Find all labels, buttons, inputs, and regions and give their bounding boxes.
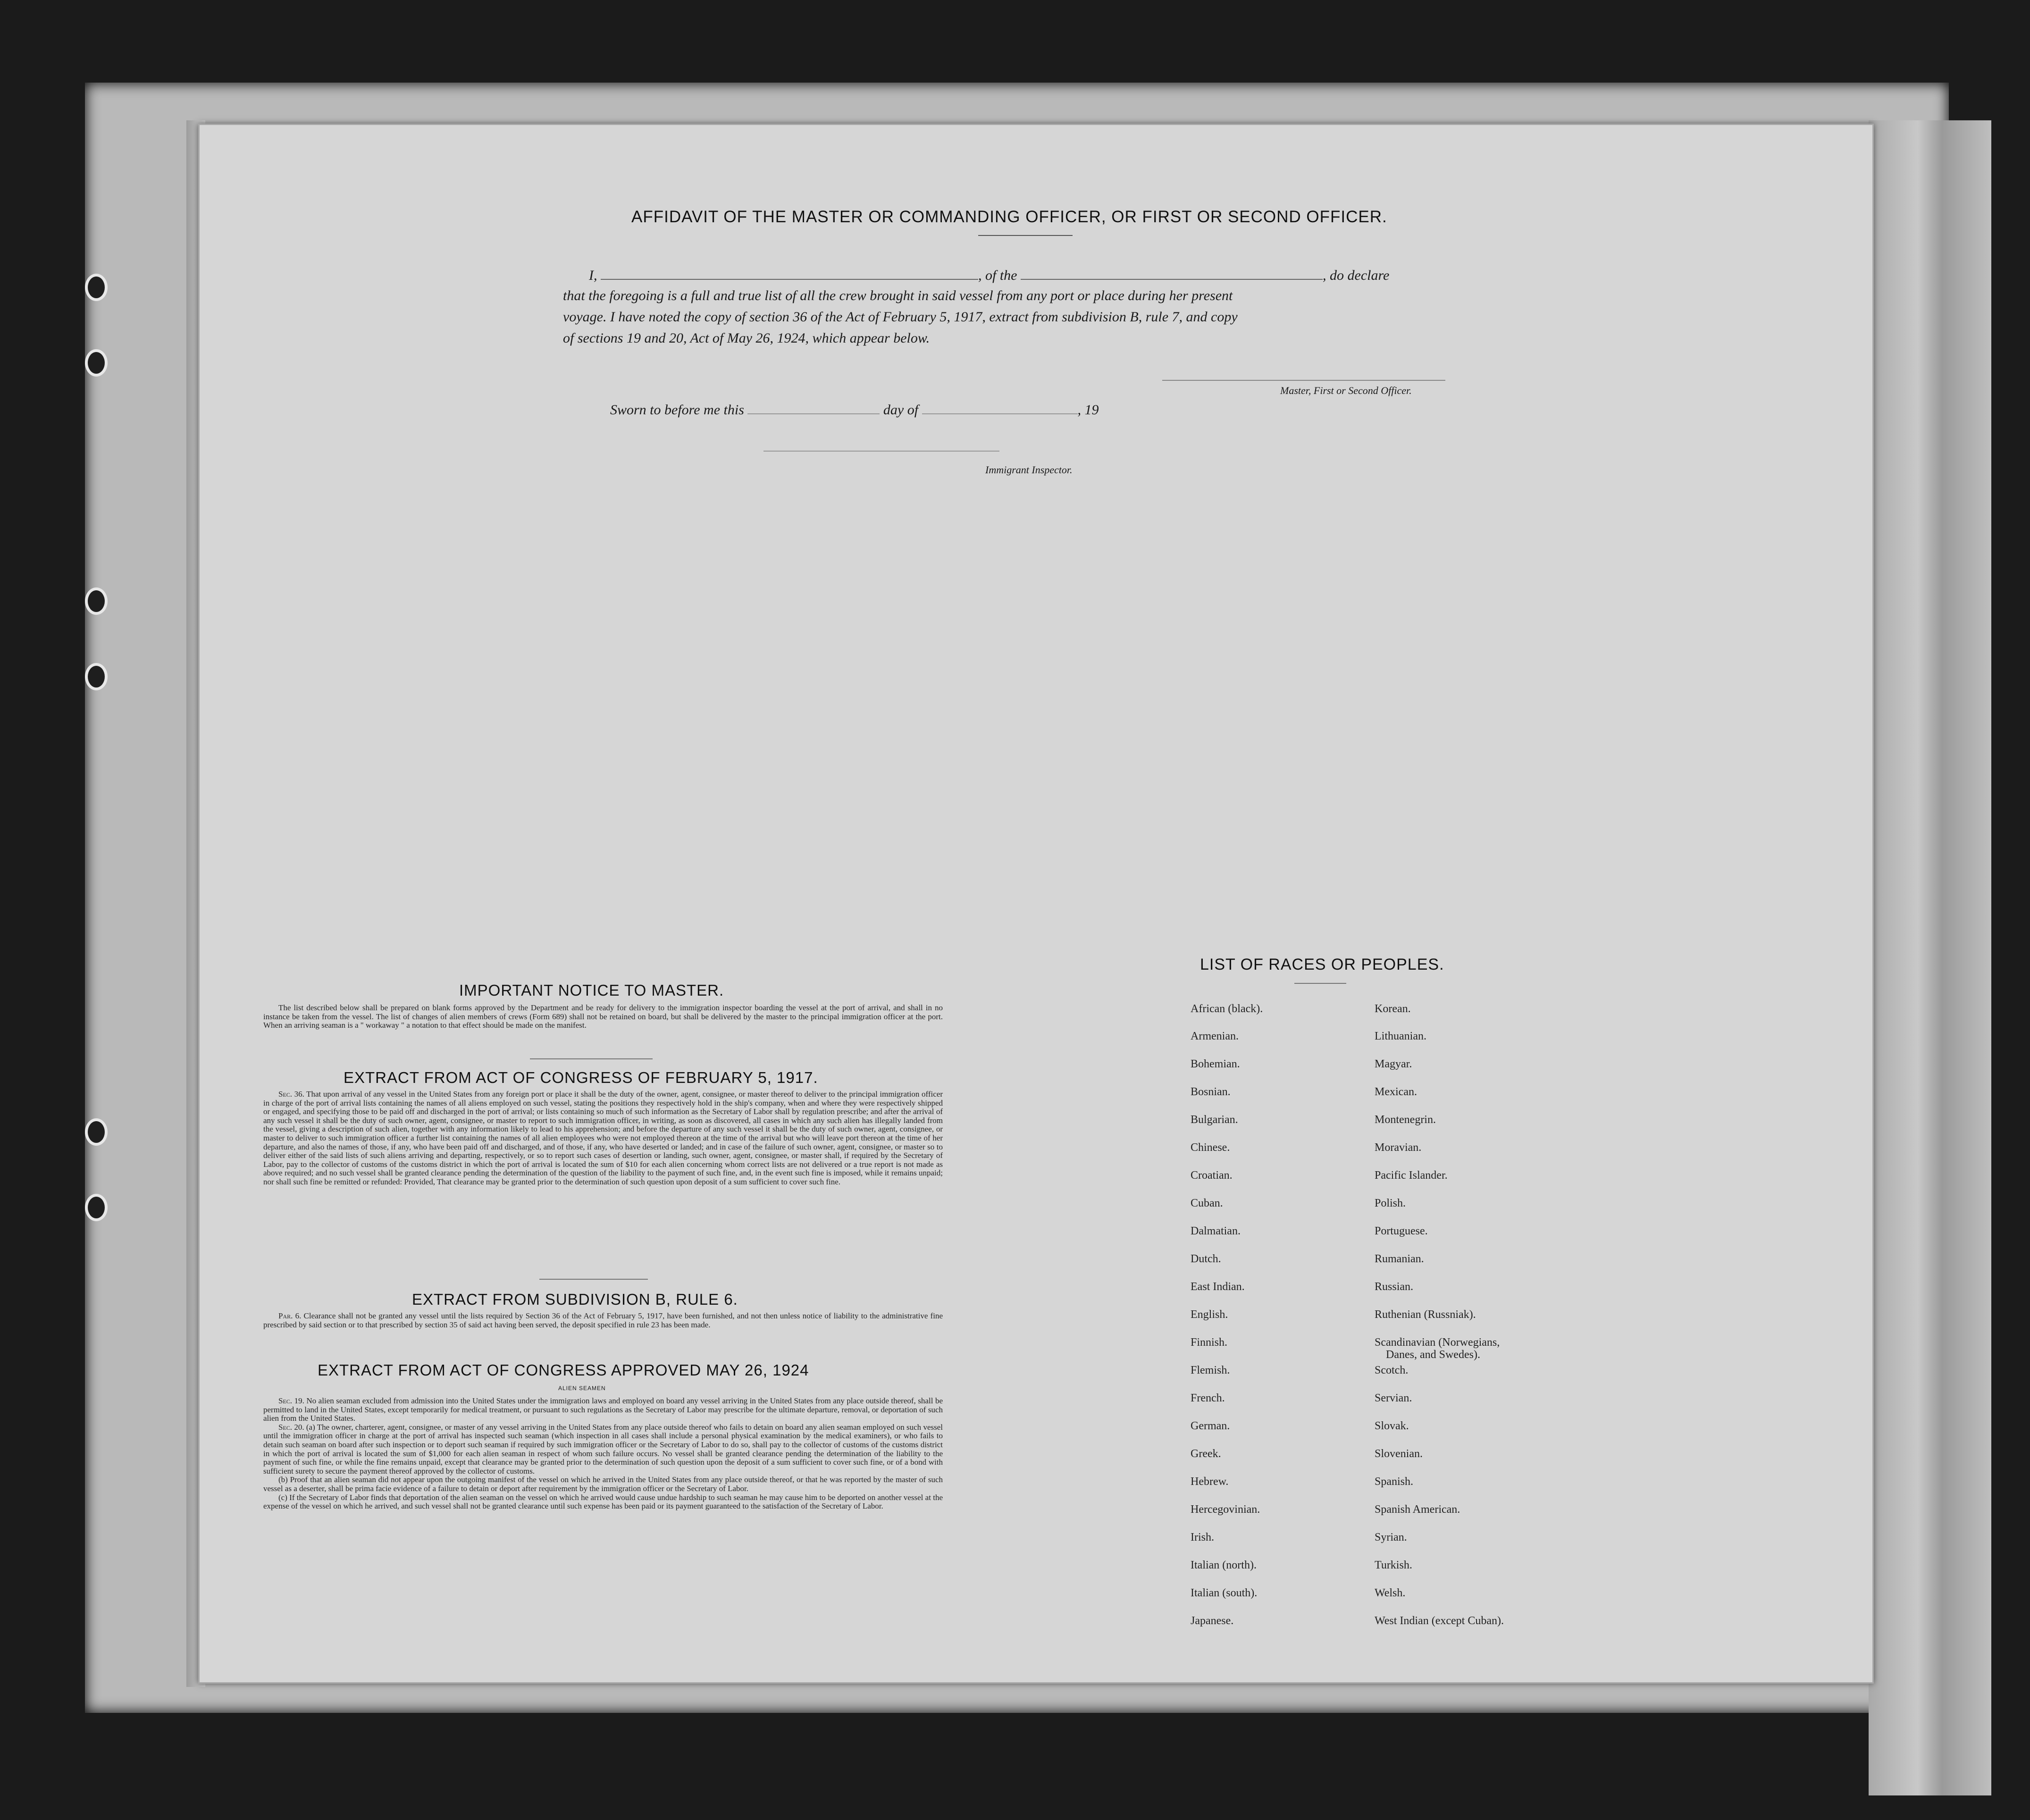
race-item: Scotch. [1375,1364,1409,1376]
section-20b-paragraph: (b) Proof that an alien seaman did not appear upon the outgoing manifest of the vessel on which he arrived in the United States from any place outside thereof, or that he was reported by the master of such vessel as a deserter, shall be prima facie evidence of a failure to detain or deport after requirement by the immigration officer or the Secretary of Labor. [263,1475,943,1493]
day-of-label: day of [883,402,919,418]
race-item: Syrian. [1375,1531,1407,1543]
race-item: Bulgarian. [1191,1114,1238,1126]
race-item: Korean. [1375,1003,1411,1015]
races-title: LIST OF RACES OR PEOPLES. [1200,956,1444,973]
race-item: Polish. [1375,1197,1406,1209]
i-label: I, [589,268,597,283]
par-6-label: Par. 6. [278,1311,302,1320]
race-item: Spanish American. [1375,1503,1460,1516]
race-item: English. [1191,1308,1228,1321]
inspector-signature-line[interactable] [763,451,999,452]
affidavit-title: AFFIDAVIT OF THE MASTER OR COMMANDING OFFICER, OR FIRST OR SECOND OFFICER. [631,208,1387,226]
binder-hole [85,274,108,301]
alien-seamen-subtitle: ALIEN SEAMEN [558,1385,606,1392]
section-36-label: Sec. 36. [278,1090,304,1099]
race-item: Slovenian. [1375,1448,1423,1460]
section-20a-paragraph [263,1423,943,1476]
race-item: French. [1191,1392,1225,1404]
race-item: Italian (south). [1191,1587,1258,1599]
binder-hole [85,1118,108,1146]
month-blank[interactable] [922,401,1078,414]
race-item: Armenian. [1191,1030,1239,1042]
race-item: East Indian. [1191,1281,1245,1293]
race-item: Spanish. [1375,1476,1414,1488]
affidavit-line3: of sections 19 and 20, Act of May 26, 1924, which appear below. [563,330,930,346]
race-item: Lithuanian. [1375,1030,1426,1042]
affidavit-page [198,124,1874,1684]
race-item: Bohemian. [1191,1058,1240,1070]
sworn-line [610,401,1099,418]
race-item: Mexican. [1375,1086,1417,1098]
race-item: Dalmatian. [1191,1225,1241,1237]
extract-1924-title: EXTRACT FROM ACT OF CONGRESS APPROVED MAY 26, 1924 [318,1361,809,1379]
section-20a-text: (a) The owner, charterer, agent, consignee, or master of any vessel arriving in the United States from any place outside thereof who fails to detain on board any alien seaman employed on such vessel until the immigration officer in charge at the port of arrival has inspected such seaman (which inspection in all cases shall include a personal physical examination by the medical examiners), or who fails to detain such seaman on board after such inspection or to deport such seaman if required by such immigration officer or the Secretary of Labor to do so, shall pay to the collector of customs of the customs district in which the port of arrival is located the sum of $1,000 for each alien seaman in respect of whom such failure occurs. No vessel shall be granted clearance pending the determination of the liability to the payment of such fine, or while the fine remains unpaid, except that clearance may be granted prior to the determination of such question upon the deposit of a sum sufficient to cover such fine, or of a bond with sufficient surety to secure the payment thereof approved by the collector of customs. [263,1422,943,1476]
stacked-pages-edge [1869,120,1991,1795]
race-item: Russian. [1375,1281,1414,1293]
binder-hole [85,349,108,377]
extract-1917-body [263,1090,943,1187]
binder-hole [85,1194,108,1221]
do-declare-label: , do declare [1323,268,1390,283]
race-item: Turkish. [1375,1559,1412,1571]
race-item: Pacific Islander. [1375,1169,1448,1182]
race-item: Irish. [1191,1531,1214,1543]
affidavit-i-line [589,267,1389,284]
race-item: Moravian. [1375,1141,1422,1154]
race-item: Flemish. [1191,1364,1230,1376]
divider [1294,983,1346,984]
race-item: Hercegovinian. [1191,1503,1260,1516]
race-item: African (black). [1191,1003,1263,1015]
divider [978,235,1073,236]
section-19-paragraph [263,1397,943,1423]
race-item: Scandinavian (Norwegians, [1375,1336,1500,1349]
master-signature-label: Master, First or Second Officer. [1280,385,1412,396]
race-item: Japanese. [1191,1615,1234,1627]
section-36-text: That upon arrival of any vessel in the United States from any foreign port or place it shall be the duty of the owner, agent, consignee, or master thereof to deliver to the principal immigration officer in charge of the port of arrival lists containing the names of all aliens employed on such vessel, stating the positions they respectively hold in the ship's company, when and where they were respectively shipped or engaged, and specifying those to be paid off and discharged in the port of arrival; or lists containing so much of such information as the Secretary of Labor shall by regulation prescribe; and after the arrival of any such vessel it shall be the duty of such owner, agent, consignee, or master to report to such immigration officer, in writing, as soon as discovered, all cases in which any such alien has illegally landed from the vessel, giving a description of such alien, together with any information likely to lead to his apprehension; and before the departure of any such vessel it shall be the duty of such owner, agent, consignee, or master to deliver to such immigration officer a further list containing the names of all alien employees who were not employed thereon at the time of the arrival but who will leave port thereon at the time of her departure, and also the names of those, if any, who have been paid off and discharged, and of those, if any, who have deserted or landed; and in case of the failure of such owner, agent, consignee, or master so to deliver either of the said lists of such aliens arriving and departing, respectively, or so to report such cases of desertion or landing, such owner, agent, consignee, or master shall, if required by the Secretary of Labor, pay to the collector of customs of the customs district in which the port of arrival is located the sum of $10 for each alien concerning whom correct lists are not delivered or a true report is not made as above required; and no such vessel shall be granted clearance pending the determination of the question of the liability to the payment of such fine, and, in the event such fine is imposed, while it remains unpaid; nor shall such fine be remitted or refunded: Provided, That clearance may be granted prior to the determination of such question upon deposit of a sum sufficient to cover such fine. [263,1090,943,1186]
race-item: Welsh. [1375,1587,1406,1599]
race-item: Hebrew. [1191,1476,1229,1488]
vessel-name-blank[interactable] [1021,267,1323,280]
notice-paragraph: The list described below shall be prepared on blank forms approved by the Department and be ready for delivery to the immigration inspector boarding the vessel at the port of arrival, and shall in no instance be taken from the vessel. The list of changes of alien members of crews (Form 689) shall not be retained on board, but shall be delivered by the master to the principal immigration officer at the port. When an arriving seaman is a " workaway " a notation to that effect should be made on the manifest. [263,1003,943,1030]
race-item: Danes, and Swedes). [1386,1349,1480,1361]
binder-hole [85,663,108,690]
master-signature-line[interactable] [1162,380,1445,381]
section-19-text: No alien seaman excluded from admission into the United States under the immigration laws and employed on board any vessel arriving in the United States from any place outside thereof, shall be permitted to land in the United States, except temporarily for medical treatment, or pursuant to such regulations as the Secretary of Labor may prescribe for the ultimate departure, removal, or deportation of such alien from the United States. [263,1396,943,1423]
race-item: Bosnian. [1191,1086,1231,1098]
officer-name-blank[interactable] [601,267,978,280]
race-item: Rumanian. [1375,1253,1424,1265]
affidavit-line1: that the foregoing is a full and true list of all the crew brought in said vessel from any port or place during her present [563,288,1233,303]
section-20-label: Sec. 20. [278,1422,304,1432]
race-item: Montenegrin. [1375,1114,1436,1126]
divider [530,1058,653,1059]
notice-title: IMPORTANT NOTICE TO MASTER. [459,981,724,999]
par-6-paragraph [263,1312,943,1329]
section-19-label: Sec. 19. [278,1396,304,1405]
binder-hole [85,587,108,615]
notice-body [263,1004,943,1030]
extract-1917-title: EXTRACT FROM ACT OF CONGRESS OF FEBRUARY 5, 1917. [344,1069,818,1086]
year-label: , 19 [1077,402,1099,418]
race-item: Chinese. [1191,1141,1230,1154]
race-item: Italian (north). [1191,1559,1257,1571]
race-item: Magyar. [1375,1058,1412,1070]
race-item: Servian. [1375,1392,1412,1404]
rule-6-title: EXTRACT FROM SUBDIVISION B, RULE 6. [412,1291,738,1308]
sworn-label: Sworn to before me this [610,402,744,418]
extract-1924-body [263,1397,943,1511]
race-item: Portuguese. [1375,1225,1428,1237]
par-6-text: Clearance shall not be granted any vessel until the lists required by Section 36 of the Act of February 5, 1917, have been furnished, and not then unless notice of liability to the administrative fine prescribed by said section or to that prescribed by section 35 of said act having been served, the deposit specified in rule 23 has been made. [263,1311,943,1329]
day-blank[interactable] [747,401,880,414]
rule-6-body [263,1312,943,1329]
inspector-label: Immigrant Inspector. [985,464,1073,476]
of-the-label: , of the [978,268,1017,283]
race-item: Croatian. [1191,1169,1233,1182]
affidavit-line2: voyage. I have noted the copy of section 36 of the Act of February 5, 1917, extract from subdivision B, rule 7, and copy [563,309,1238,325]
section-36-paragraph [263,1090,943,1187]
race-item: West Indian (except Cuban). [1375,1615,1504,1627]
section-20c-paragraph: (c) If the Secretary of Labor finds that deportation of the alien seaman on the vessel on which he arrived would cause undue hardship to such seaman he may cause him to be deported on another vessel at the expense of the vessel on which he arrived, and such vessel shall not be granted clearance until such expense has been paid or its payment guaranteed to the satisfaction of the Secretary of Labor. [263,1493,943,1511]
race-item: Dutch. [1191,1253,1221,1265]
race-item: Finnish. [1191,1336,1228,1349]
race-item: German. [1191,1420,1230,1432]
race-item: Slovak. [1375,1420,1409,1432]
race-item: Cuban. [1191,1197,1223,1209]
race-item: Greek. [1191,1448,1221,1460]
race-item: Ruthenian (Russniak). [1375,1308,1476,1321]
divider [539,1279,648,1280]
